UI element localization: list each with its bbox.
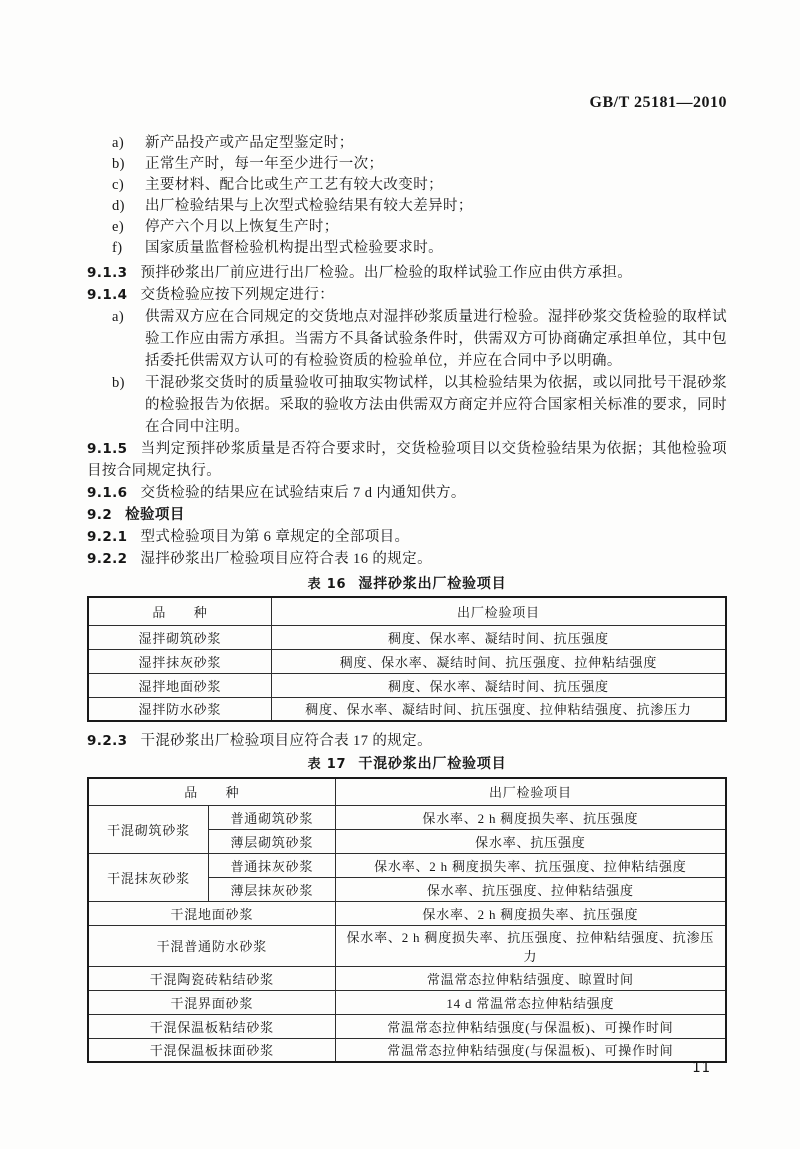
- variety-cell: 干混保温板粘结砂浆: [88, 1014, 335, 1038]
- table-header-row: [88, 597, 726, 625]
- list-item-text: 干混砂浆交货时的质量验收可抽取实物试样，以其检验结果为依据，或以同批号干混砂浆的检验报告为依据。采取的验收方法由供需双方商定并应符合国家相关标准的要求，同时在合同中注明。: [145, 375, 727, 435]
- clause-9-1-6: [87, 482, 727, 504]
- list-item-text: 出厂检验结果与上次型式检验结果有较大差异时；: [145, 198, 473, 214]
- items-cell: 常温常态拉伸粘结强度、晾置时间: [335, 966, 726, 990]
- list-item: [112, 238, 727, 259]
- clause-text: 预拌砂浆出厂前应进行出厂检验。出厂检验的取样试验工作应由供方承担。: [140, 265, 633, 281]
- clause-9-1-4-item-a: [112, 306, 727, 372]
- items-cell: 常温常态拉伸粘结强度(与保温板)、可操作时间: [335, 1038, 726, 1062]
- clause-text: 交货检验应按下列规定进行：: [140, 287, 335, 303]
- items-cell: 保水率、抗压强度、拉伸粘结强度: [335, 877, 726, 901]
- items-cell: 14 d 常温常态拉伸粘结强度: [335, 990, 726, 1014]
- table-row: [88, 1038, 726, 1062]
- clause-9-1-3: [87, 262, 727, 284]
- column-header-variety: 品 种: [88, 597, 271, 625]
- variety-group-cell: 干混抹灰砂浆: [88, 853, 209, 901]
- table-row: [88, 649, 726, 673]
- table-17-caption-label: 表 17: [307, 757, 347, 772]
- table-row: [88, 925, 726, 966]
- items-cell: 保水率、2 h 稠度损失率、抗压强度: [335, 901, 726, 925]
- items-cell: 稠度、保水率、凝结时间、抗压强度: [271, 625, 726, 649]
- table-row: [88, 853, 726, 877]
- clause-text: 干混砂浆出厂检验项目应符合表 17 的规定。: [140, 733, 432, 749]
- clause-number: 9.2.1: [87, 529, 128, 545]
- list-item-marker: e): [112, 219, 125, 235]
- variety-cell: 湿拌砌筑砂浆: [88, 625, 271, 649]
- clause-number: 9.1.6: [87, 485, 128, 501]
- list-item: [112, 196, 727, 217]
- clause-9-1-4: [87, 284, 727, 306]
- clause-number: 9.1.4: [87, 287, 128, 303]
- table-row: [88, 990, 726, 1014]
- subvariety-cell: 薄层砌筑砂浆: [209, 829, 336, 853]
- table-row: [88, 625, 726, 649]
- list-item-marker: b): [112, 375, 125, 391]
- table-row: [88, 901, 726, 925]
- variety-cell: 干混界面砂浆: [88, 990, 335, 1014]
- table-17-caption-title: 干混砂浆出厂检验项目: [358, 757, 507, 772]
- standard-number-header: GB/T 25181—2010: [589, 94, 727, 111]
- list-item-marker: f): [112, 240, 123, 256]
- table-header-row: [88, 778, 726, 805]
- clause-9-1-5: [87, 438, 727, 482]
- table-row: [88, 805, 726, 829]
- list-item-marker: a): [112, 309, 125, 325]
- table-16-caption: [87, 576, 727, 594]
- section-9-2-heading: [87, 504, 727, 526]
- clause-number: 9.1.5: [87, 441, 128, 457]
- items-cell: 保水率、抗压强度: [335, 829, 726, 853]
- list-item-marker: d): [112, 198, 125, 214]
- list-item: [112, 175, 727, 196]
- table-16-caption-title: 湿拌砂浆出厂检验项目: [358, 577, 507, 592]
- items-cell: 常温常态拉伸粘结强度(与保温板)、可操作时间: [335, 1014, 726, 1038]
- table-16-caption-label: 表 16: [307, 577, 347, 592]
- column-header-variety: 品 种: [88, 778, 335, 805]
- column-header-items: 出厂检验项目: [271, 597, 726, 625]
- list-item-text: 新产品投产或产品定型鉴定时；: [145, 135, 354, 151]
- items-cell: 保水率、2 h 稠度损失率、抗压强度: [335, 805, 726, 829]
- items-cell: 保水率、2 h 稠度损失率、抗压强度、拉伸粘结强度: [335, 853, 726, 877]
- clause-text: 检验项目: [125, 507, 185, 523]
- subvariety-cell: 普通抹灰砂浆: [209, 853, 336, 877]
- list-item-text: 供需双方应在合同规定的交货地点对湿拌砂浆质量进行检验。湿拌砂浆交货检验的取样试验工作应由需方承担。当需方不具备试验条件时，供需双方可协商确定承担单位，其中包括委托供需双方认可的有检验资质的检验单位，并应在合同中予以明确。: [145, 309, 727, 369]
- table-17-dry-mixed-mortar: [87, 777, 727, 1063]
- page-number: 11: [692, 1060, 711, 1076]
- list-item: [112, 154, 727, 175]
- table-row: [88, 697, 726, 721]
- list-item-marker: a): [112, 135, 125, 151]
- clause-number: 9.2: [87, 507, 113, 523]
- items-cell: 保水率、2 h 稠度损失率、抗压强度、拉伸粘结强度、抗渗压力: [335, 925, 726, 966]
- list-item: [112, 133, 727, 154]
- list-item-text: 正常生产时，每一年至少进行一次；: [145, 156, 384, 172]
- clause-9-2-1: [87, 526, 727, 548]
- variety-cell: 湿拌地面砂浆: [88, 673, 271, 697]
- clause-text: 当判定预拌砂浆质量是否符合要求时，交货检验项目以交货检验结果为依据；其他检验项目按合同规定执行。: [87, 441, 727, 479]
- table-row: [88, 673, 726, 697]
- clause-9-1-4-item-b: [112, 372, 727, 438]
- table-16-wet-mixed-mortar: [87, 596, 727, 722]
- clause-number: 9.2.3: [87, 733, 128, 749]
- items-cell: 稠度、保水率、凝结时间、抗压强度: [271, 673, 726, 697]
- variety-group-cell: 干混砌筑砂浆: [88, 805, 209, 853]
- variety-cell: 湿拌抹灰砂浆: [88, 649, 271, 673]
- list-item-text: 停产六个月以上恢复生产时；: [145, 219, 339, 235]
- clause-9-2-2: [87, 548, 727, 570]
- list-item: [112, 217, 727, 238]
- table-row: [88, 1014, 726, 1038]
- variety-cell: 湿拌防水砂浆: [88, 697, 271, 721]
- subvariety-cell: 普通砌筑砂浆: [209, 805, 336, 829]
- type-inspection-condition-list: [112, 133, 727, 259]
- clause-number: 9.1.3: [87, 265, 128, 281]
- clause-text: 湿拌砂浆出厂检验项目应符合表 16 的规定。: [140, 551, 432, 567]
- list-item-text: 国家质量监督检验机构提出型式检验要求时。: [145, 240, 443, 256]
- variety-cell: 干混陶瓷砖粘结砂浆: [88, 966, 335, 990]
- table-row: [88, 966, 726, 990]
- items-cell: 稠度、保水率、凝结时间、抗压强度、拉伸粘结强度、抗渗压力: [271, 697, 726, 721]
- list-item-marker: c): [112, 177, 125, 193]
- table-17-caption: [87, 756, 727, 774]
- subvariety-cell: 薄层抹灰砂浆: [209, 877, 336, 901]
- list-item-marker: b): [112, 156, 125, 172]
- variety-cell: 干混普通防水砂浆: [88, 925, 335, 966]
- clause-9-2-3: [87, 730, 727, 752]
- variety-cell: 干混保温板抹面砂浆: [88, 1038, 335, 1062]
- variety-cell: 干混地面砂浆: [88, 901, 335, 925]
- clause-number: 9.2.2: [87, 551, 128, 567]
- clause-text: 型式检验项目为第 6 章规定的全部项目。: [140, 529, 410, 545]
- column-header-items: 出厂检验项目: [335, 778, 726, 805]
- clause-text: 交货检验的结果应在试验结束后 7 d 内通知供方。: [140, 485, 466, 501]
- list-item-text: 主要材料、配合比或生产工艺有较大改变时；: [145, 177, 443, 193]
- items-cell: 稠度、保水率、凝结时间、抗压强度、拉伸粘结强度: [271, 649, 726, 673]
